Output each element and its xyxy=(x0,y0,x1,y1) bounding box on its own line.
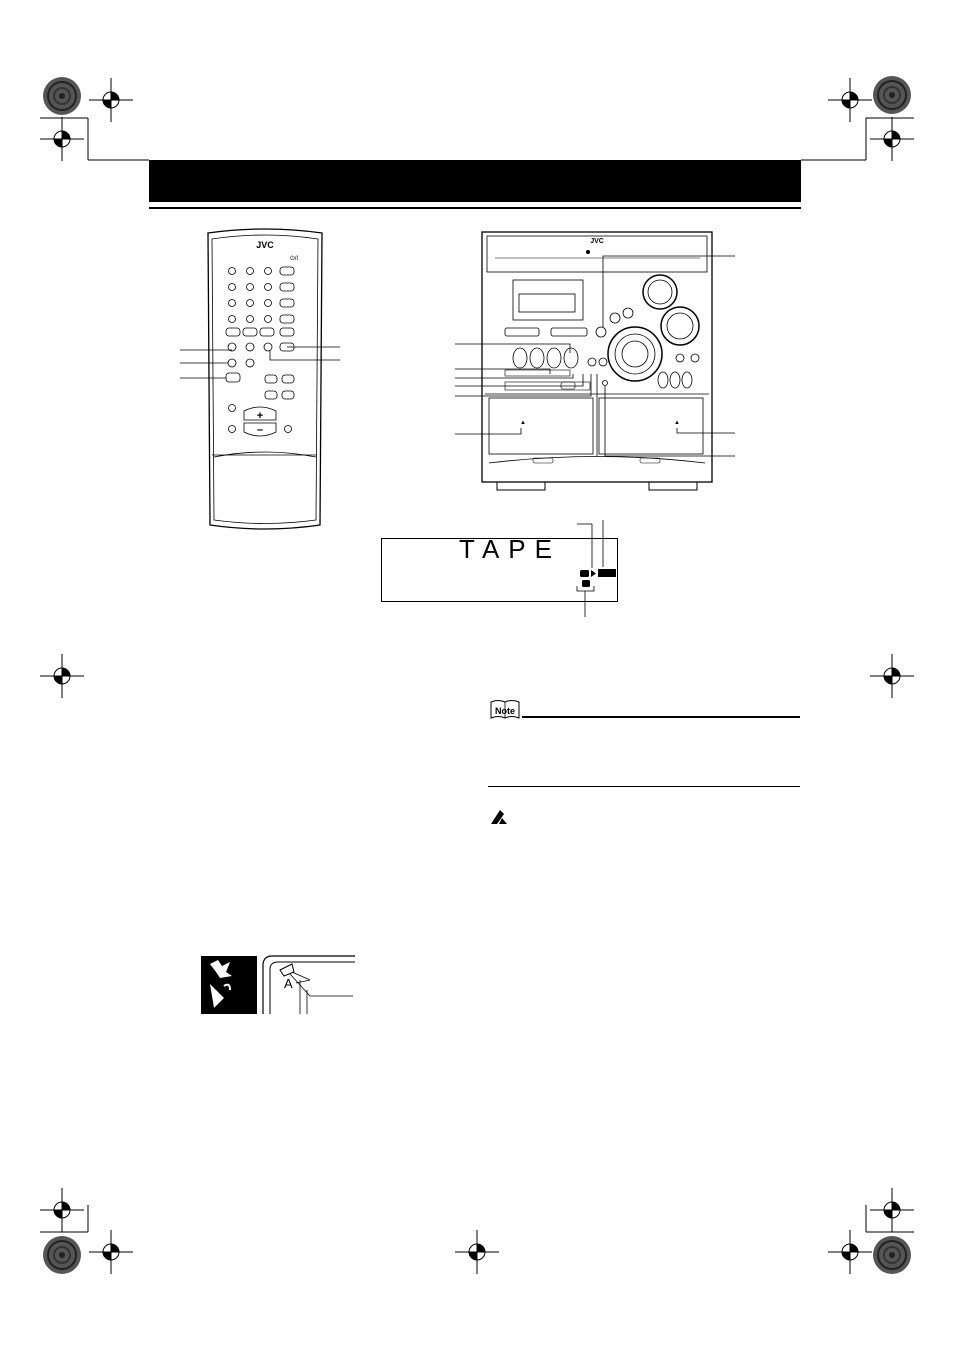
svg-text:+: + xyxy=(256,410,264,422)
section-header-bar xyxy=(149,160,801,202)
stereo-unit-illustration xyxy=(455,228,740,496)
display-text-svg xyxy=(381,520,641,620)
unit-brand: JVC xyxy=(590,238,604,245)
svg-text:–: – xyxy=(256,424,264,436)
crosshair-mark xyxy=(89,78,133,122)
caution-icon xyxy=(488,806,510,828)
display-text: TAPE xyxy=(459,534,561,564)
remote-brand: JVC xyxy=(256,240,274,250)
note-icon xyxy=(489,698,523,722)
svg-text:▲: ▲ xyxy=(520,420,526,426)
header-rule xyxy=(149,207,801,209)
note-label: Note xyxy=(495,706,515,716)
svg-text:A: A xyxy=(284,976,293,991)
note-rule xyxy=(522,716,800,718)
remote-power-label: ⏻/I xyxy=(290,256,299,262)
remote-control-illustration xyxy=(180,225,350,535)
note-end-rule xyxy=(488,786,800,787)
svg-text:▲: ▲ xyxy=(674,420,680,426)
cassette-tab-illustration xyxy=(200,950,355,1016)
